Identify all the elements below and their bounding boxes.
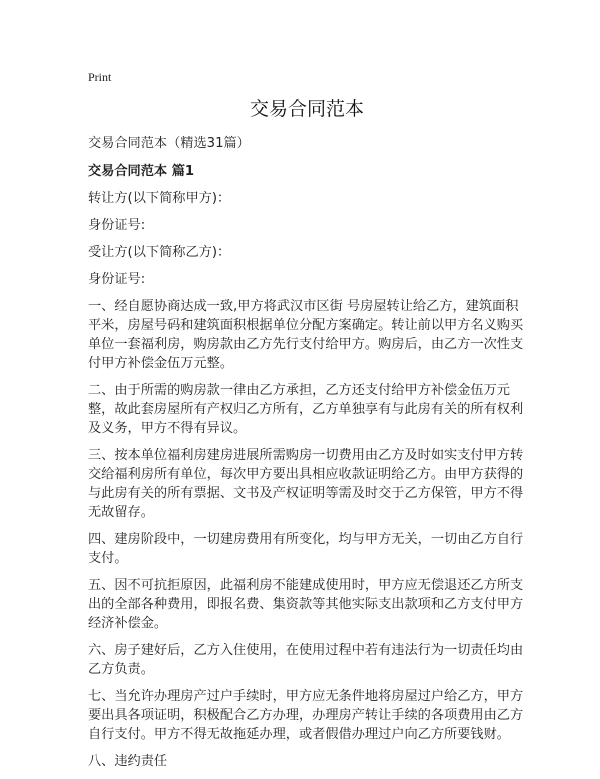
- clause-7: 七、当允许办理房产过户手续时，甲方应无条件地将房屋过户给乙方，甲方要出具各项证明，积极配合乙方办理，办理房产转让手续的各项费用由乙方自行支付。甲方不得无故拖延办理，或者假借办理过户向乙方所要钱财。: [88, 689, 524, 742]
- field-transferee: 受让方(以下简称乙方)：: [88, 245, 231, 260]
- document-page: [88, 70, 526, 779]
- clause-8-heading: 八、违约责任: [88, 754, 168, 769]
- field-transferor: 转让方(以下简称甲方)：: [88, 191, 231, 206]
- field-transferee-id: 身份证号:: [88, 272, 146, 287]
- document-title: 交易合同范本: [249, 98, 364, 120]
- field-transferor-id: 身份证号:: [88, 218, 146, 233]
- clause-4: 四、建房阶段中，一切建房费用有所变化，均与甲方无关，一切由乙方自行支付。: [88, 532, 524, 566]
- section-heading: 交易合同范本 篇1: [88, 164, 195, 179]
- clause-2: 二、由于所需的购房款一律由乙方承担，乙方还支付给甲方补偿金伍万元整，故此套房屋所有产权归乙方所有，乙方单独享有与此房有关的所有权利及义务，甲方不得有异议。: [88, 383, 524, 436]
- clause-6: 六、房子建好后，乙方入住使用，在使用过程中若有违法行为一切责任均由乙方负责。: [88, 643, 524, 677]
- clause-3: 三、按本单位福利房建房进展所需购房一切费用由乙方及时如实支付甲方转交给福利房所有单位，每次甲方要出具相应收款证明给乙方。由甲方获得的与此房有关的所有票据、文书及产权证明等需及时交于乙方保管，甲方不得无故留存。: [88, 448, 524, 520]
- clause-5: 五、因不可抗拒原因，此福利房不能建成使用时，甲方应无偿退还乙方所支出的全部各种费用，即报名费、集资款等其他实际支出款项和乙方支付甲方经济补偿金。: [88, 578, 524, 631]
- document-subtitle: 交易合同范本（精选31篇）: [88, 136, 250, 151]
- print-link[interactable]: Print: [88, 70, 112, 84]
- clause-1: 一、经自愿协商达成一致,甲方将武汉市区街 号房屋转让给乙方，建筑面积 平米，房屋号码和建筑面积根据单位分配方案确定。转让前以甲方名义购买单位一套福利房，购房款由乙方先行支付给甲方。购房后，由乙方一次性支付甲方补偿金伍万元整。: [88, 299, 524, 371]
